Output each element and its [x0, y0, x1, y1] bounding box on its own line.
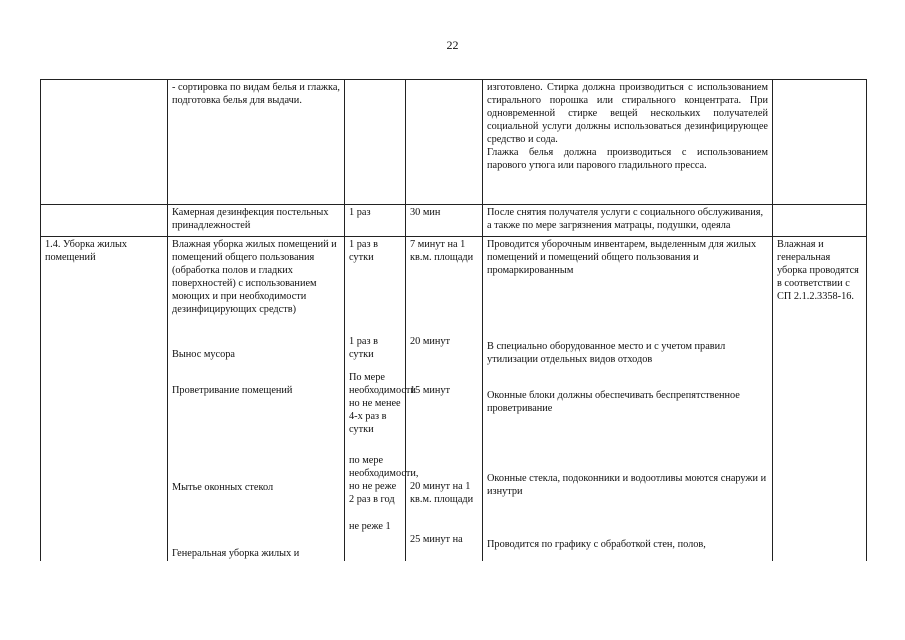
notes-cell: [773, 80, 867, 205]
services-table: [40, 79, 867, 561]
service-item-description: Оконные стекла, подоконники и водоотливы моются снаружи и изнутри: [487, 473, 767, 497]
service-name-cell: - сортировка по видам белья и глажка, подготовка белья для выдачи.: [168, 80, 345, 205]
section-cell: [41, 80, 168, 205]
frequency-cell: [345, 80, 406, 205]
section-cell: [41, 205, 168, 237]
service-item-frequency: По мере необходимости но не менее 4-х раз в сутки: [349, 372, 416, 435]
notes-cell: [773, 205, 867, 237]
duration-cell: [406, 80, 483, 205]
description-cell: После снятия получателя услуги с социального обслуживания, а также по мере загрязнения матрацы, подушки, одеяла: [483, 205, 773, 237]
section-cell: 1.4. Уборка жилых помещений: [41, 237, 168, 562]
service-name-cell: [168, 237, 345, 562]
service-item-description: Проводится по графику с обработкой стен, полов,: [487, 539, 706, 550]
table-row: [41, 205, 867, 237]
frequency-cell: [345, 237, 419, 562]
description-cell: [483, 80, 773, 205]
description-paragraph: изготовлено. Стирка должна производиться с использованием стирального порошка или стирального концентрата. При одновременной стирке вещей нескольких получателей социальной услуги должны использоваться дезинфицирующее средство и сода.: [487, 82, 768, 145]
service-item-duration: 20 минут на 1 кв.м. площади: [410, 481, 474, 505]
description-cell: [483, 237, 773, 562]
service-item-frequency: по мере необходимости, но не реже 2 раз в год: [349, 455, 419, 505]
duration-cell: 30 мин: [406, 205, 483, 237]
service-item-name: Мытье оконных стекол: [172, 482, 274, 493]
description-paragraph: Глажка белья должна производиться с использованием парового утюга или парового гладильного пресса.: [487, 147, 768, 171]
page-number: 22: [446, 38, 459, 52]
service-item-duration: 7 минут на 1 кв.м. площади: [410, 239, 474, 263]
service-item-duration: 20 минут: [410, 336, 451, 347]
service-item-description: Проводится уборочным инвентарем, выделенным для жилых помещений и помещений общего пользования и промаркированным: [487, 239, 757, 276]
service-item-description: Оконные блоки должны обеспечивать беспрепятственное проветривание: [487, 390, 740, 414]
service-item-frequency: 1 раз в сутки: [349, 239, 378, 263]
service-item-frequency: 1 раз в сутки: [349, 336, 378, 360]
service-name-cell: Камерная дезинфекция постельных принадлежностей: [168, 205, 345, 237]
table-row: [41, 80, 867, 205]
service-item-duration: 25 минут на: [410, 534, 463, 545]
service-item-name: Генеральная уборка жилых и: [172, 548, 300, 559]
service-item-name: Влажная уборка жилых помещений и помещений общего пользования (обработка полов и гладких поверхностей) с использованием моющих и при необходимости дезинфицирующих средств): [172, 239, 337, 315]
duration-cell: [406, 237, 483, 562]
notes-cell: Влажная и генеральная уборка проводятся в соответствии с СП 2.1.2.3358-16.: [773, 237, 867, 562]
service-item-frequency: не реже 1: [349, 521, 391, 532]
frequency-cell: 1 раз: [345, 205, 406, 237]
service-item-name: Проветривание помещений: [172, 385, 293, 396]
service-item-duration: 15 минут: [410, 385, 451, 396]
service-item-name: Вынос мусора: [172, 349, 235, 360]
service-item-description: В специально оборудованное место и с учетом правил утилизации отдельных видов отходов: [487, 341, 726, 365]
table-row: [41, 237, 867, 562]
